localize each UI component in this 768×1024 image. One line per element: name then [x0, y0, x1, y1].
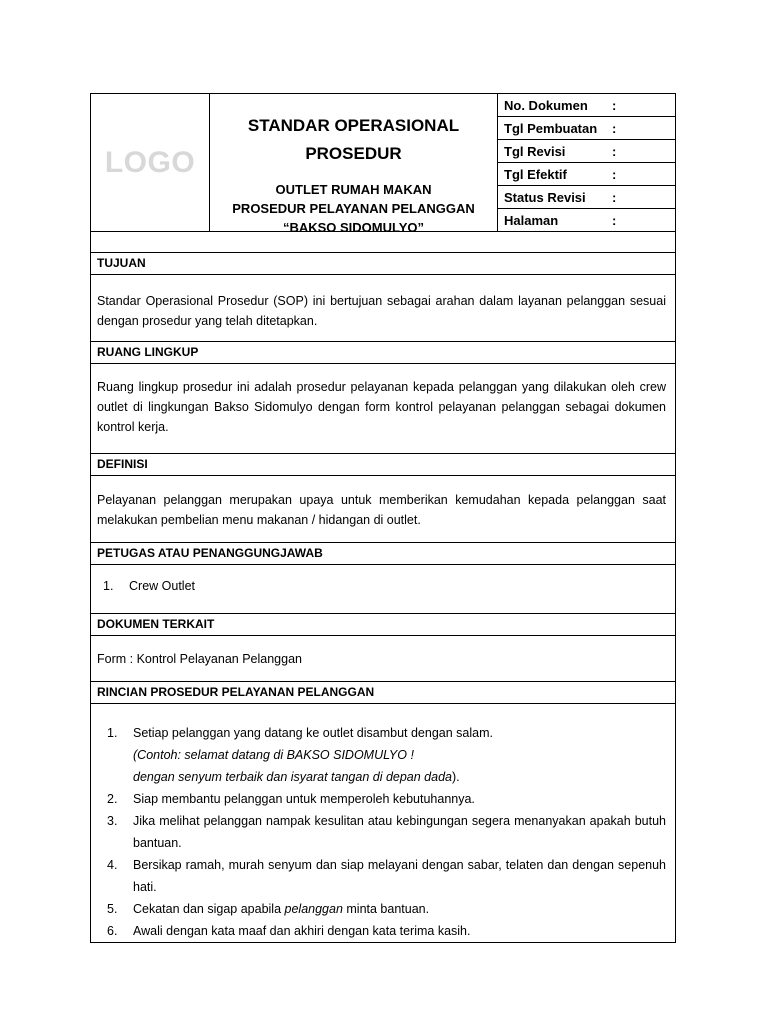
section-title-rincian: RINCIAN PROSEDUR PELAYANAN PELANGGAN	[91, 682, 675, 704]
list-item-text: Setiap pelanggan yang datang ke outlet disambut dengan salam.	[133, 726, 493, 740]
meta-value: :	[612, 143, 617, 159]
list-number: 1.	[103, 579, 114, 593]
list-item-text: Awali dengan kata maaf dan akhiri dengan kata terima kasih.	[133, 924, 471, 938]
section-title-petugas: PETUGAS ATAU PENANGGUNGJAWAB	[91, 543, 675, 565]
section-body-tujuan: Standar Operasional Prosedur (SOP) ini bertujuan sebagai arahan dalam layanan pelanggan sesuai dengan prosedur yang telah ditetapkan.	[91, 275, 675, 342]
list-item	[107, 788, 666, 810]
sop-document	[90, 93, 676, 943]
section-title-definisi: DEFINISI	[91, 454, 675, 476]
meta-label: No. Dokumen	[504, 97, 588, 113]
document-meta-table	[498, 94, 675, 231]
section-title-ruang-lingkup: RUANG LINGKUP	[91, 342, 675, 364]
meta-label: Tgl Pembuatan	[504, 120, 598, 136]
meta-value: :	[612, 189, 617, 205]
meta-row-status-revisi	[498, 186, 675, 209]
section-body-rincian	[91, 704, 675, 942]
list-item	[107, 920, 666, 942]
document-header	[91, 94, 675, 235]
list-number: 6.	[107, 924, 118, 938]
list-number: 3.	[107, 814, 118, 828]
list-number: 2.	[107, 792, 118, 806]
meta-label: Tgl Revisi	[504, 143, 566, 159]
list-item	[107, 854, 666, 898]
section-body-definisi: Pelayanan pelanggan merupakan upaya untuk memberikan kemudahan kepada pelanggan saat melakukan pembelian menu makanan / hidangan di outlet.	[91, 476, 675, 543]
section-body-petugas	[91, 565, 675, 614]
section-title-tujuan: TUJUAN	[91, 253, 675, 275]
meta-value: :	[612, 120, 617, 136]
section-body-dokumen: Form : Kontrol Pelayanan Pelanggan	[91, 636, 675, 682]
meta-label: Halaman	[504, 212, 559, 228]
list-item-text: Bersikap ramah, murah senyum dan siap melayani dengan sabar, telaten dan dengan sepenuh hati.	[133, 858, 666, 894]
meta-value: :	[612, 97, 617, 113]
example-note-1: (Contoh: selamat datang di BAKSO SIDOMULYO !	[133, 748, 414, 762]
logo-cell	[91, 94, 210, 231]
title-line-1: STANDAR OPERASIONAL	[247, 116, 460, 135]
list-item-text-end: minta bantuan.	[342, 902, 430, 916]
list-item-text: Cekatan dan sigap apabila	[133, 902, 285, 916]
subtitle-line-1: OUTLET RUMAH MAKAN	[275, 182, 432, 197]
example-note-end: ).	[451, 770, 460, 784]
section-body-ruang-lingkup: Ruang lingkup prosedur ini adalah prosedur pelayanan kepada pelanggan yang dilakukan oleh crew outlet di lingkungan Bakso Sidomulyo dengan form kontrol pelayanan pelanggan sebagai dokumen kontrol kerja.	[91, 364, 675, 454]
meta-row-halaman	[498, 209, 675, 231]
list-item	[107, 722, 666, 788]
meta-value: :	[612, 166, 617, 182]
crew-item: Crew Outlet	[129, 579, 195, 593]
subtitle-line-2: PROSEDUR PELAYANAN PELANGGAN	[232, 201, 475, 216]
meta-row-no-dokumen	[498, 94, 675, 117]
list-number: 1.	[107, 726, 118, 740]
list-item	[107, 898, 666, 920]
meta-row-tgl-pembuatan	[498, 117, 675, 140]
meta-value: :	[612, 212, 617, 228]
list-item	[107, 810, 666, 854]
meta-label: Status Revisi	[504, 189, 586, 205]
list-item-italic: pelanggan	[284, 902, 343, 916]
list-number: 4.	[107, 858, 118, 872]
list-item-text: Jika melihat pelanggan nampak kesulitan atau kebingungan segera menanyakan apakah butuh bantuan.	[133, 814, 666, 850]
list-item-text: Siap membantu pelanggan untuk memperoleh kebutuhannya.	[133, 792, 475, 806]
procedure-list	[107, 722, 666, 942]
list-number: 5.	[107, 902, 118, 916]
meta-label: Tgl Efektif	[504, 166, 567, 182]
meta-row-tgl-revisi	[498, 140, 675, 163]
subtitle-line-3: “BAKSO SIDOMULYO”	[282, 220, 425, 235]
example-note-2: dengan senyum terbaik dan isyarat tangan di depan dada	[133, 770, 452, 784]
logo: LOGO	[104, 145, 196, 179]
title-cell	[210, 94, 498, 235]
section-title-dokumen: DOKUMEN TERKAIT	[91, 614, 675, 636]
title-line-2: PROSEDUR	[305, 144, 402, 163]
meta-row-tgl-efektif	[498, 163, 675, 186]
